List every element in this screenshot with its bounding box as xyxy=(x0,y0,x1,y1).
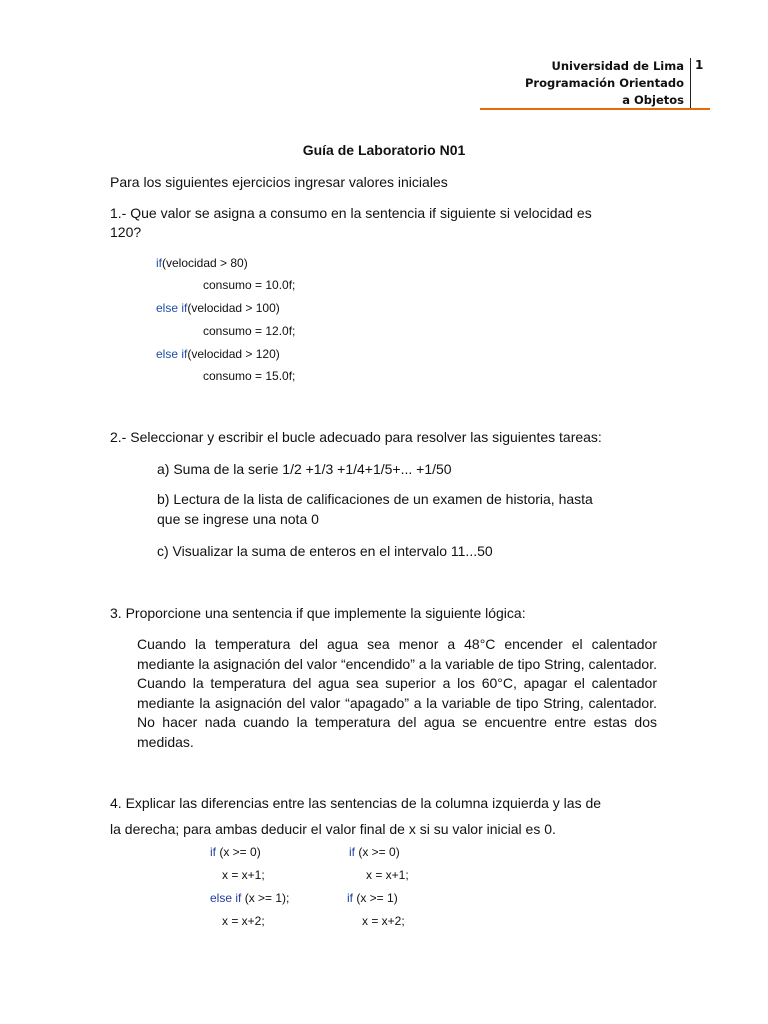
header-divider xyxy=(690,58,691,109)
code-text: (velocidad > 120) xyxy=(187,347,280,361)
q3-heading: 3. Proporcione una sentencia if que implemente la siguiente lógica: xyxy=(110,605,526,621)
code-keyword: if xyxy=(349,845,355,859)
q2-item-c: c) Visualizar la suma de enteros en el intervalo 11...50 xyxy=(157,543,493,559)
header-course-line2: a Objetos xyxy=(622,93,684,107)
intro-text: Para los siguientes ejercicios ingresar valores iniciales xyxy=(110,174,448,190)
q1-text-line1: 1.- Que valor se asigna a consumo en la sentencia if siguiente si velocidad es xyxy=(110,205,592,221)
code-keyword: else if xyxy=(210,891,242,905)
q1-code-line3 xyxy=(156,301,280,315)
q4-left-line3 xyxy=(210,891,289,905)
q2-heading: 2.- Seleccionar y escribir el bucle adecuado para resolver las siguientes tareas: xyxy=(110,429,602,445)
code-keyword: if xyxy=(156,256,162,270)
q4-text-line2: la derecha; para ambas deducir el valor final de x si su valor inicial es 0. xyxy=(110,821,556,837)
code-keyword: if xyxy=(347,891,353,905)
q4-right-line3 xyxy=(347,891,398,905)
q4-right-line4: x = x+2; xyxy=(362,914,405,928)
q1-code-line2: consumo = 10.0f; xyxy=(203,278,296,292)
code-text: (x >= 1); xyxy=(241,891,290,905)
q1-code-line5 xyxy=(156,347,280,361)
q4-text-line1: 4. Explicar las diferencias entre las sentencias de la columna izquierda y las de xyxy=(110,795,602,811)
q1-code-line4: consumo = 12.0f; xyxy=(203,324,296,338)
page-number: 1 xyxy=(695,58,704,72)
q4-right-line1 xyxy=(349,845,400,859)
q2-item-a: a) Suma de la serie 1/2 +1/3 +1/4+1/5+... +1/50 xyxy=(157,461,452,477)
code-text: (x >= 0) xyxy=(355,845,400,859)
header-rule xyxy=(480,108,710,110)
q1-code-line6: consumo = 15.0f; xyxy=(203,369,296,383)
document-title: Guía de Laboratorio N01 xyxy=(302,142,466,158)
code-text: (x >= 1) xyxy=(353,891,398,905)
code-keyword: else if xyxy=(156,301,188,315)
q4-left-line1 xyxy=(210,845,261,859)
header-course-line1: Programación Orientado xyxy=(524,76,684,90)
code-text: (velocidad > 100) xyxy=(187,301,280,315)
q1-text-line2: 120? xyxy=(110,224,142,240)
q4-left-line2: x = x+1; xyxy=(222,868,265,882)
q4-right-line2: x = x+1; xyxy=(366,868,409,882)
code-text: (velocidad > 80) xyxy=(162,256,248,270)
q4-left-line4: x = x+2; xyxy=(222,914,265,928)
code-keyword: else if xyxy=(156,347,188,361)
code-text: (x >= 0) xyxy=(216,845,261,859)
q2-item-b-line2: que se ingrese una nota 0 xyxy=(157,511,319,527)
q2-item-b-line1: b) Lectura de la lista de calificaciones de un examen de historia, hasta xyxy=(157,491,593,507)
header-university: Universidad de Lima xyxy=(551,59,684,73)
code-keyword: if xyxy=(210,845,216,859)
header-text xyxy=(525,58,684,109)
page-header xyxy=(480,58,710,110)
q1-code-line1 xyxy=(156,256,248,270)
q3-body: Cuando la temperatura del agua sea menor a 48°C encender el calentador mediante la asignación del valor “encendido” a la variable de tipo String, calentador. Cuando la temperatura del agua sea superior a los 60°C, apagar el calentador mediante la asignación del valor “apagado” a la variable de tipo String, calentador. No hacer nada cuando la temperatura del agua se encuentre entre estas dos medidas. xyxy=(137,636,657,750)
